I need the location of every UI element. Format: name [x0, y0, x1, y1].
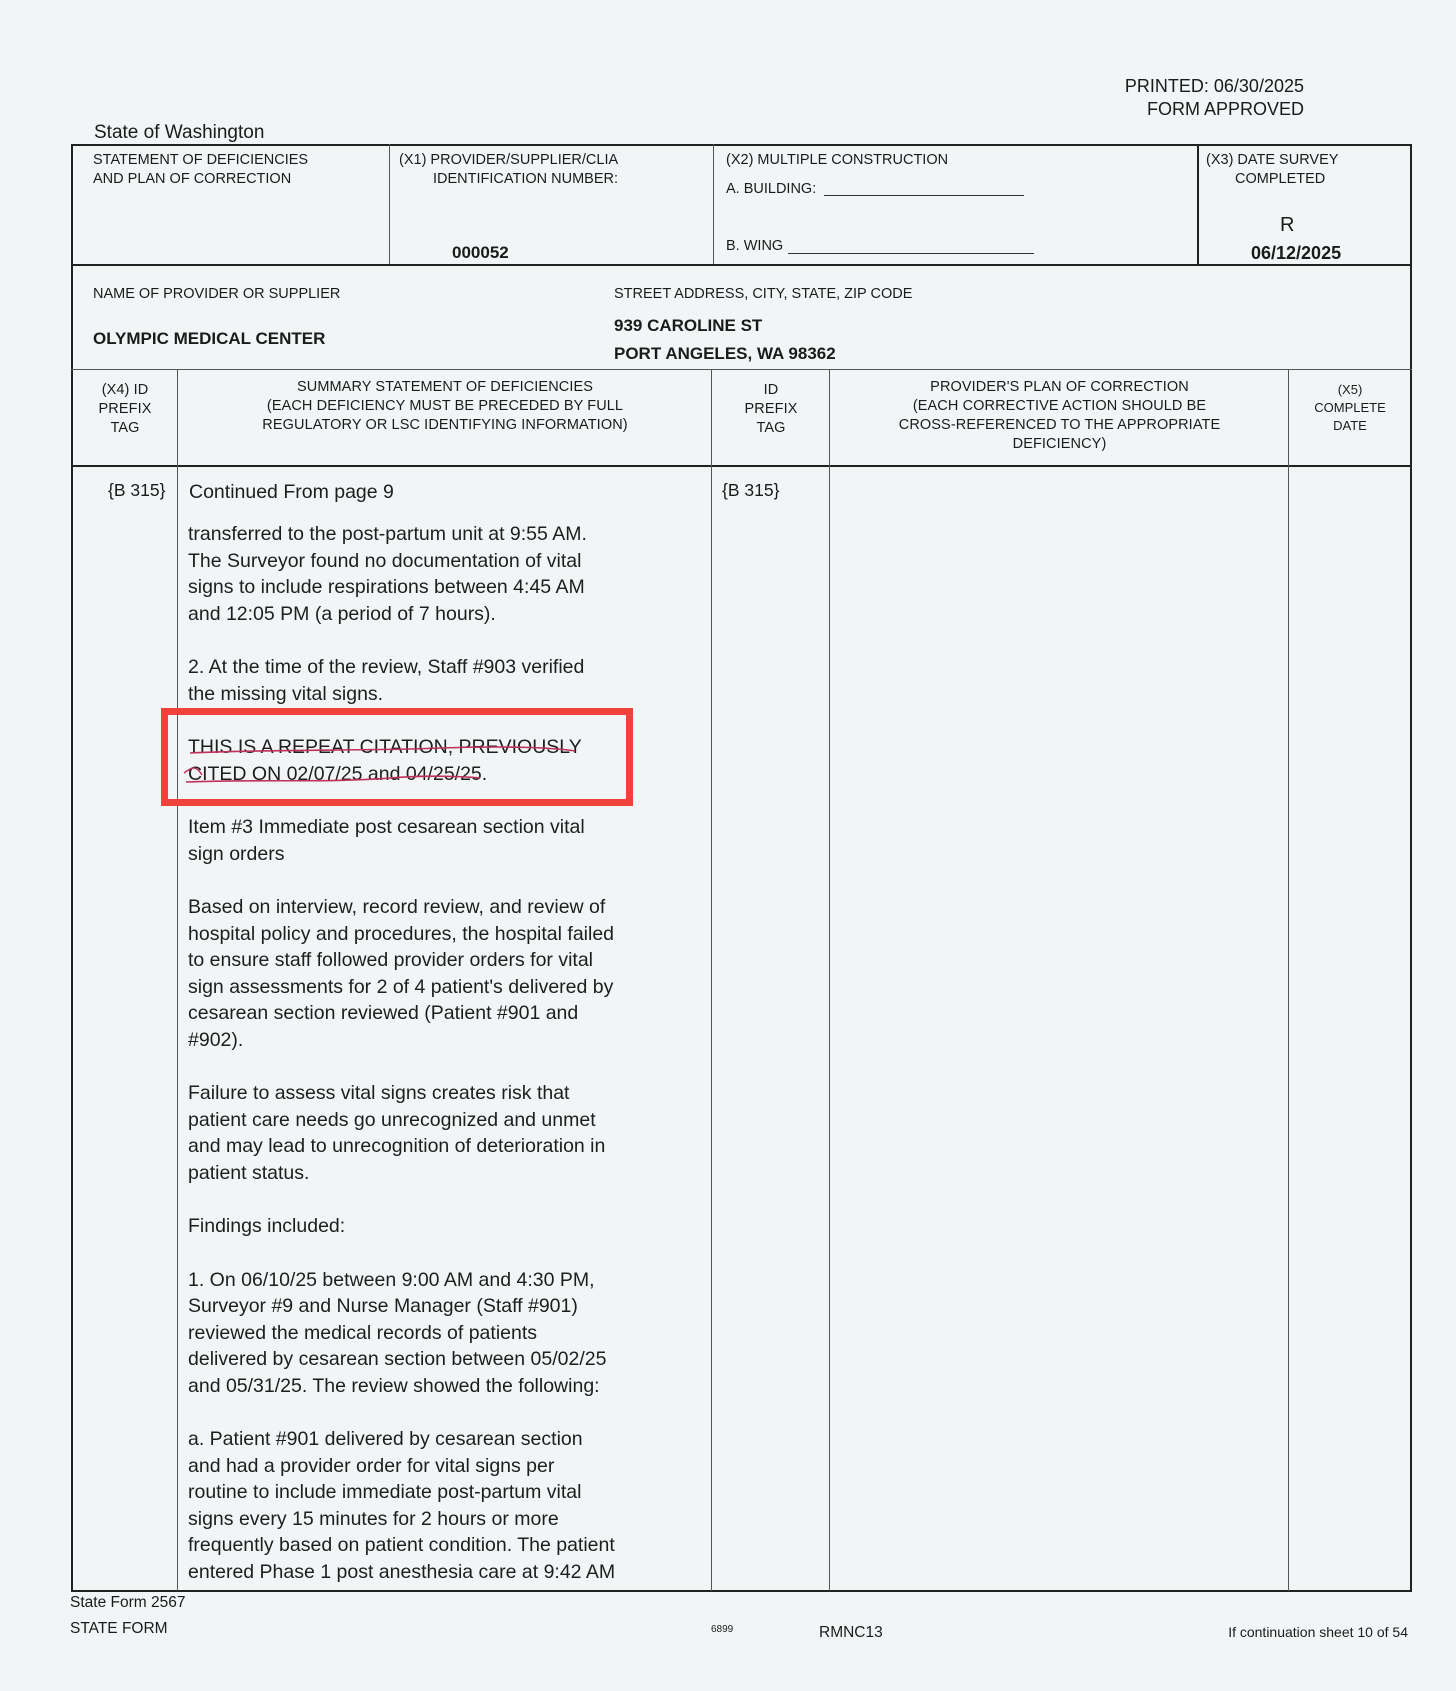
address-label: STREET ADDRESS, CITY, STATE, ZIP CODE	[614, 286, 913, 302]
paragraph: Based on interview, record review, and review of hospital policy and procedures, the hospital failed to ensure staff followed provider orders for vital sign assessments for 2 of 4 patient's delivered by cesarean section reviewed (Patient #901 and #902).	[188, 896, 615, 1051]
paragraph: 2. At the time of the review, Staff #903 verified the missing vital signs.	[188, 656, 585, 705]
survey-type: R	[1280, 214, 1295, 236]
tag-right: {B 315}	[722, 480, 780, 500]
continuation-sheet: If continuation sheet 10 of 54	[1228, 1624, 1408, 1640]
summary-statement-header: SUMMARY STATEMENT OF DEFICIENCIES (EACH DEFICIENCY MUST BE PRECEDED BY FULL REGULATORY OR LSC IDENTIFYING INFORMATION)	[262, 379, 628, 433]
paragraph: Failure to assess vital signs creates risk that patient care needs go unrecognized and unmet and may lead to unrecognition of deterioration in patient status.	[188, 1082, 606, 1184]
printed-date: PRINTED: 06/30/2025	[1124, 76, 1304, 96]
provider-id-label: (X1) PROVIDER/SUPPLIER/CLIA IDENTIFICATION NUMBER:	[399, 152, 619, 187]
form-approved: FORM APPROVED	[1146, 99, 1304, 119]
street-address: 939 CAROLINE ST	[614, 316, 763, 335]
plan-of-correction-header: PROVIDER'S PLAN OF CORRECTION (EACH CORRECTIVE ACTION SHOULD BE CROSS-REFERENCED TO THE APPROPRIATE DEFICIENCY)	[898, 379, 1221, 452]
paragraph: Item #3 Immediate post cesarean section vital sign orders	[188, 816, 585, 865]
handwritten-underline	[180, 745, 620, 815]
continued-from: Continued From page 9	[189, 481, 394, 503]
event-id: RMNC13	[819, 1624, 883, 1641]
tag-left: {B 315}	[108, 480, 166, 500]
provider-name: OLYMPIC MEDICAL CENTER	[93, 329, 326, 348]
state-form-label: STATE FORM	[70, 1620, 168, 1637]
building-label: A. BUILDING:	[726, 181, 817, 197]
wing-label: B. WING	[726, 238, 784, 254]
statement-title: STATEMENT OF DEFICIENCIES AND PLAN OF CORRECTION	[93, 152, 309, 187]
paragraph: 1. On 06/10/25 between 9:00 AM and 4:30 PM, Surveyor #9 and Nurse Manager (Staff #901) reviewed the medical records of patients delivered by cesarean section between 05/02/25 and 05/31/25. The review showed the following:	[188, 1268, 607, 1397]
provider-name-label: NAME OF PROVIDER OR SUPPLIER	[93, 286, 341, 302]
survey-date: 06/12/2025	[1251, 243, 1342, 263]
provider-id-number: 000052	[452, 243, 509, 262]
id-prefix-tag-header: ID PREFIX TAG	[744, 382, 798, 436]
deficiency-text	[188, 521, 708, 1585]
x5-complete-date-header: (X5) COMPLETE DATE	[1314, 382, 1386, 433]
footer-code: 6899	[711, 1624, 734, 1635]
state-name: State of Washington	[94, 122, 265, 143]
paragraph: transferred to the post-partum unit at 9:55 AM. The Surveyor found no documentation of vital signs to include respirations between 4:45 AM and 12:05 PM (a period of 7 hours).	[188, 523, 587, 625]
date-survey-label: (X3) DATE SURVEY COMPLETED	[1206, 152, 1339, 187]
city-state-zip: PORT ANGELES, WA 98362	[614, 344, 836, 363]
repeat-citation-paragraph: THIS IS A REPEAT CITATION, PREVIOUSLY CITED ON 02/07/25 and 04/25/25.	[188, 736, 582, 785]
x4-id-prefix-tag-header: (X4) ID PREFIX TAG	[98, 382, 152, 436]
multiple-construction-title: (X2) MULTIPLE CONSTRUCTION	[726, 152, 949, 168]
paragraph: Findings included:	[188, 1215, 346, 1237]
state-form-number: State Form 2567	[70, 1594, 186, 1611]
building-line	[824, 195, 1024, 196]
wing-line	[788, 253, 1034, 254]
paragraph: a. Patient #901 delivered by cesarean section and had a provider order for vital signs per routine to include immediate post-partum vital signs every 15 minutes for 2 hours or more frequently based on patient condition. The patient entered Phase 1 post anesthesia care at 9:42 AM	[188, 1428, 616, 1583]
